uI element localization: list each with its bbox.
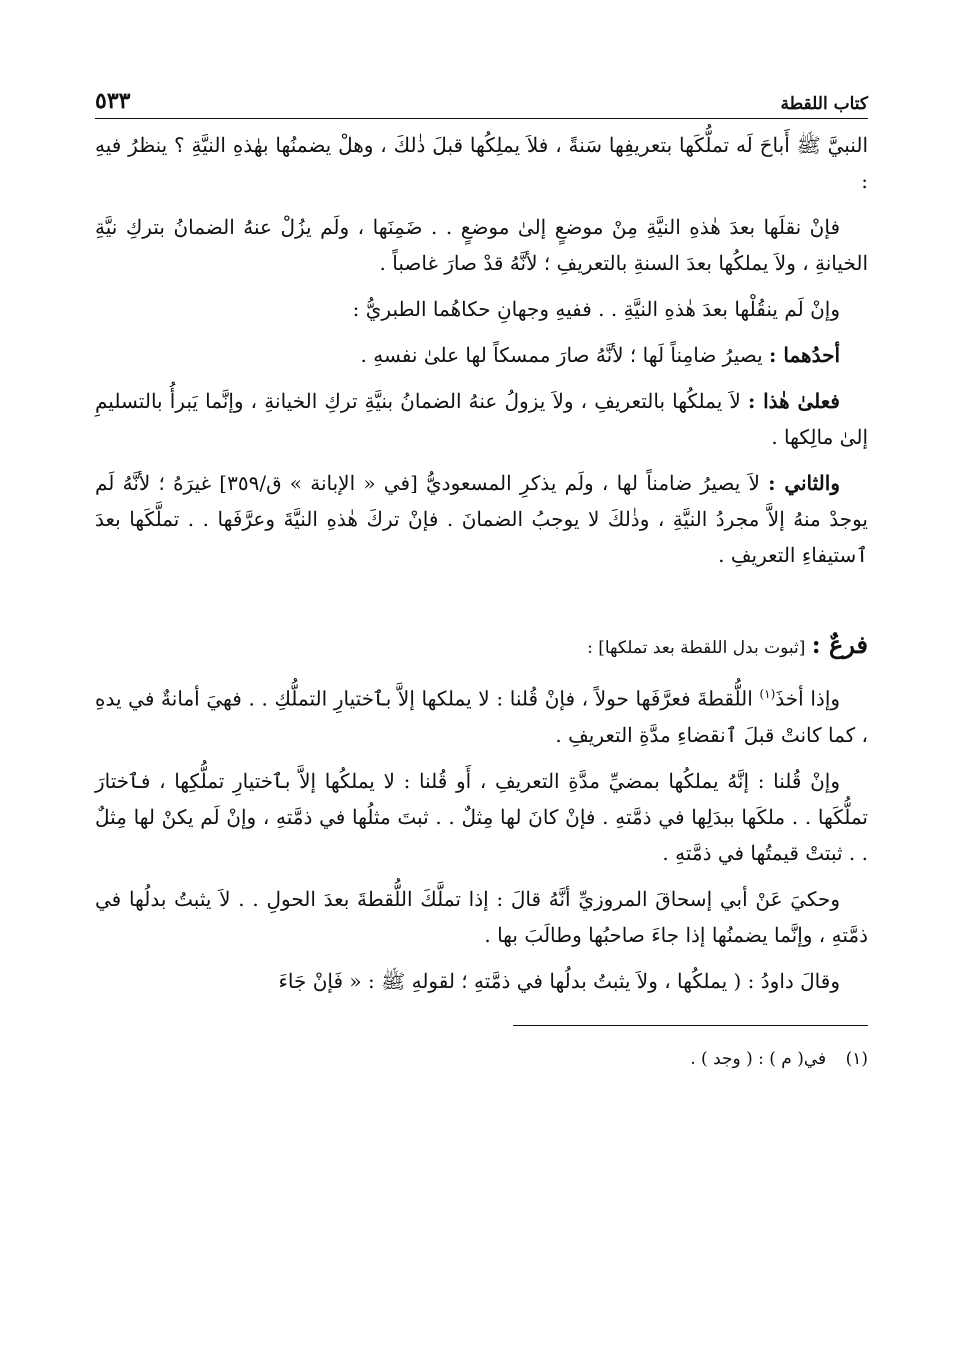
paragraph-9: وحكيَ عَنْ أبي إسحاقَ المروزيِّ أنَّهُ قالَ : إذا تملَّكَ اللُّقطةَ بعدَ الحولِ . . لاَ يثبتُ بدلُها في ذمَّتهِ ، وإنَّما يضمنُها إذا جاءَ صاحبُها وطالَبَ بها . bbox=[95, 886, 868, 947]
footnote-reference[interactable]: (١) bbox=[759, 687, 776, 701]
paragraph-2: فإنْ نقلَها بعدَ هٰذهِ النيَّةِ مِنْ موضعٍ إلىٰ موضعٍ . . ضَمِنَها ، ولَم يزُلْ عنهُ الضمانُ بتركِ نيَّةِ الخيانةِ ، ولاَ يملكُها بعدَ السنةِ بالتعريفِ ؛ لأنَّهُ قدْ صارَ غاصباً . bbox=[95, 215, 868, 275]
paragraph-4 bbox=[95, 337, 868, 373]
paragraph-4-lead: أحدُهما : bbox=[769, 343, 840, 367]
paragraph-6-lead: والثاني : bbox=[768, 471, 840, 495]
footnotes bbox=[95, 1044, 868, 1074]
paragraph-4-text: يصيرُ ضامِناً لَها ؛ لأنَّهُ صارَ ممسكاً لها علىٰ نفسهِ . bbox=[360, 343, 763, 367]
section-subtitle: [ثبوت بدل اللقطة بعد تملكها] : bbox=[587, 638, 806, 658]
paragraph-5-text: لاَ يملكُها بالتعريفِ ، ولاَ يزولُ عنهُ الضمانُ بنيَّةِ تركِ الخيانةِ ، وإنَّما يَبرأُ بالتسليمِ إلىٰ مالِكها . bbox=[95, 389, 868, 449]
running-title: كتاب اللقطة bbox=[780, 94, 868, 114]
header-rule bbox=[95, 118, 868, 119]
paragraph-7-middle: اللُّقطةَ فعرَّفَها حولاً ، فإنْ قُلنا : bbox=[496, 686, 753, 711]
section-heading bbox=[95, 627, 868, 666]
paragraph-3: وإنْ لَم ينقُلْها بعدَ هٰذهِ النيَّةِ . . ففيهِ وجهانِ حكاهُما الطبريُّ : bbox=[352, 297, 840, 321]
footnote-item bbox=[95, 1044, 868, 1074]
section-label: فرعٌ : bbox=[811, 630, 868, 659]
page-number: ٥٣٣ bbox=[95, 88, 131, 114]
paragraph-5 bbox=[95, 383, 868, 455]
paragraph-6 bbox=[95, 465, 868, 573]
footnote-text: في( م ) : ( وجد ) . bbox=[690, 1048, 827, 1069]
paragraph-5-lead: فعلىٰ هٰذا : bbox=[747, 389, 840, 413]
paragraph-7-text: لا يملكها إلاَّ بٱختيارِ التملُّكِ . . فهيَ أمانةٌ في يدهِ ، كما كانتْ قبلَ ٱنقضاءِ مدَّةِ التعريفِ . bbox=[95, 686, 868, 747]
main-text bbox=[95, 127, 868, 999]
paragraph-10: وقالَ داودُ : ( يملكُها ، ولاَ يثبتُ بدلُها في ذمَّتهِ ؛ لقولهِ ﷺ : « فَإنْ جَاءَ bbox=[278, 968, 840, 993]
paragraph-6-text: لاَ يصيرُ ضامناً لها ، ولَم يذكرِ المسعوديُّ [في « الإبانة » ق/٣٥٩] غيرَهُ ؛ لأنَّهُ لَم يوجدْ منهُ إلاَّ مجردُ النيَّةِ ، وذٰلكَ لا يوجبُ الضمانَ . فإنْ تركَ هٰذهِ النيَّةَ وعرَّفَها . . تملَّكَها بعدَ ٱستيفاءِ التعريفِ . bbox=[95, 471, 868, 567]
paragraph-8: وإنْ قُلنا : إنَّهُ يملكُها بمضيِّ مدَّةِ التعريفِ ، أَو قُلنا : لا يملكُها إلاَّ بٱختيارِ تملُّكِها ، فٱختارَ تملُّكَها . . ملكَها ببدَلِها في ذمَّتهِ . فإنْ كانَ لها مِثلٌ . . ثبتَ مثلُها في ذمَّتهِ ، وإنْ لَم يكنْ لها مِثلٌ . . ثبتتْ قيمتُها في ذمَّتهِ . bbox=[95, 768, 868, 865]
document-page bbox=[95, 78, 868, 1074]
paragraph-1: النبيَّ ﷺ أَباحَ لَه تملُّكَها بتعريفِها سَنةً ، فلاَ يملِكُها قبلَ ذٰلكَ ، وهلْ يضمنُها بهٰذهِ النيَّةِ ؟ ينظرُ فيهِ : bbox=[95, 133, 868, 193]
page-header bbox=[95, 78, 868, 114]
footnote-rule bbox=[513, 1025, 868, 1026]
section-gap bbox=[95, 583, 868, 627]
paragraph-7 bbox=[95, 676, 868, 753]
paragraph-7-start: وإذا أخذَ bbox=[775, 686, 841, 711]
footnote-number: (١) bbox=[845, 1048, 868, 1069]
